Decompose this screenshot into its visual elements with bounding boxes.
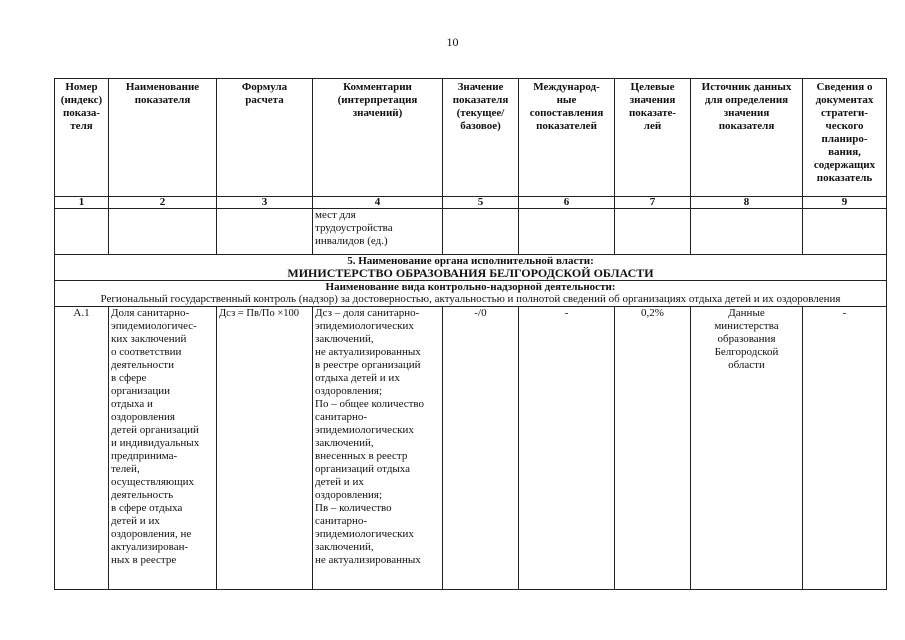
header-line: показа-	[62, 107, 101, 119]
header-line: теля	[70, 120, 93, 132]
header-line: Комментарии	[343, 81, 412, 93]
header-cell-comments	[313, 79, 443, 197]
control-title-cell	[55, 281, 887, 307]
header-line: (интерпретация	[337, 94, 418, 106]
continuation-row	[55, 209, 887, 255]
header-cell-target	[615, 79, 691, 197]
empty-cell	[691, 209, 803, 255]
empty-cell	[803, 209, 887, 255]
cell-line: оздоровления;	[315, 385, 383, 397]
empty-cell	[217, 209, 313, 255]
cell-line: Дсз – доля санитарно-	[315, 307, 420, 319]
section-title-cell	[55, 255, 887, 281]
header-line: содержащих	[813, 159, 876, 171]
indicator-target: 0,2%	[615, 307, 691, 590]
cell-line: эпидемиологических	[315, 424, 414, 436]
indicator-current-value: -/0	[443, 307, 519, 590]
header-line: для определения	[704, 94, 789, 106]
cell-line: детей и их	[315, 476, 364, 488]
column-number-row	[55, 197, 887, 209]
page-number: 10	[446, 35, 459, 49]
control-row	[55, 281, 887, 307]
header-line: ческого	[825, 120, 864, 132]
indicator-comment	[313, 307, 443, 590]
cell-line: образования	[717, 333, 776, 345]
column-number: 7	[615, 197, 691, 209]
indicator-index: А.1	[55, 307, 109, 590]
section-row	[55, 255, 887, 281]
header-line: показате-	[628, 107, 677, 119]
cell-line: Доля санитарно-	[111, 307, 190, 319]
empty-cell	[443, 209, 519, 255]
column-number: 3	[217, 197, 313, 209]
header-cell-source	[691, 79, 803, 197]
comment-line: мест для	[315, 209, 356, 221]
continuation-comment-cell	[313, 209, 443, 255]
header-line: показатель	[816, 172, 873, 184]
header-line: Наименование	[125, 81, 200, 93]
cell-line: деятельности	[111, 359, 174, 371]
column-number: 4	[313, 197, 443, 209]
cell-line: детей организаций	[111, 424, 199, 436]
cell-line: детей и их	[111, 515, 160, 527]
header-line: Целевые	[630, 81, 675, 93]
cell-line: не актуализированных	[315, 346, 421, 358]
column-number: 9	[803, 197, 887, 209]
header-line: вания,	[828, 146, 861, 158]
header-line: стратеги-	[820, 107, 869, 119]
header-cell-value	[443, 79, 519, 197]
column-number: 5	[443, 197, 519, 209]
indicator-formula: Дсз = Пв/По ×100	[217, 307, 313, 590]
control-type-name: Региональный государственный контроль (надзор) за достоверностью, актуальностью и полнотой сведений об организациях отдыха детей и их оздоровления	[100, 293, 841, 305]
empty-cell	[615, 209, 691, 255]
cell-line: заключений,	[315, 333, 374, 345]
cell-line: организаций отдыха	[315, 463, 411, 475]
section-label: 5. Наименование органа исполнительной власти:	[347, 255, 594, 267]
cell-line: эпидемиологических	[315, 528, 414, 540]
cell-line: министерства	[714, 320, 779, 332]
empty-cell	[519, 209, 615, 255]
header-line: лей	[643, 120, 662, 132]
cell-line: в реестре организаций	[315, 359, 421, 371]
header-line: планиро-	[821, 133, 868, 145]
cell-line: эпидемиологических	[315, 320, 414, 332]
cell-line: и индивидуальных	[111, 437, 200, 449]
cell-line: о соответствии	[111, 346, 182, 358]
header-line: значения	[629, 94, 676, 106]
cell-line: осуществляющих	[111, 476, 194, 488]
header-line: Формула	[241, 81, 288, 93]
header-line: Источник данных	[701, 81, 792, 93]
header-line: значения	[723, 107, 770, 119]
cell-line: в сфере отдыха	[111, 502, 183, 514]
cell-line: предпринима-	[111, 450, 178, 462]
comment-line: трудоустройства	[315, 222, 393, 234]
cell-line: отдыха детей и их	[315, 372, 400, 384]
cell-line: Пв – количество	[315, 502, 392, 514]
cell-line: санитарно-	[315, 411, 368, 423]
cell-line: оздоровления	[111, 411, 175, 423]
cell-line: телей,	[111, 463, 140, 475]
cell-line: организации	[111, 385, 171, 397]
cell-line: Данные	[728, 307, 765, 319]
cell-line: деятельность	[111, 489, 174, 501]
header-line: (индекс)	[60, 94, 103, 106]
cell-line: актуализирован-	[111, 541, 189, 553]
header-line: показателя	[134, 94, 191, 106]
header-cell-documents	[803, 79, 887, 197]
indicator-documents: -	[803, 307, 887, 590]
header-line: расчета	[245, 94, 284, 106]
cell-line: заключений,	[315, 437, 374, 449]
header-line: показателя	[452, 94, 509, 106]
column-number: 8	[691, 197, 803, 209]
header-line: Сведения о	[816, 81, 873, 93]
header-cell-index	[55, 79, 109, 197]
cell-line: отдыха и	[111, 398, 153, 410]
header-line: базовое)	[460, 120, 501, 132]
cell-line: внесенных в реестр	[315, 450, 408, 462]
cell-line: области	[728, 359, 765, 371]
header-line: (текущее/	[456, 107, 505, 119]
header-line: значений)	[352, 107, 403, 119]
header-line: Международ-	[533, 81, 600, 93]
column-number: 2	[109, 197, 217, 209]
header-line: Значение	[457, 81, 504, 93]
column-number: 1	[55, 197, 109, 209]
empty-cell	[109, 209, 217, 255]
cell-line: оздоровления;	[315, 489, 383, 501]
indicators-table	[54, 78, 887, 590]
header-line: документах	[815, 94, 874, 106]
cell-line: не актуализированных	[315, 554, 421, 566]
cell-line: ких заключений	[111, 333, 187, 345]
header-row	[55, 79, 887, 197]
column-number: 6	[519, 197, 615, 209]
control-label: Наименование вида контрольно-надзорной деятельности:	[325, 281, 616, 293]
cell-line: Белгородской	[714, 346, 779, 358]
header-cell-international	[519, 79, 615, 197]
header-cell-formula	[217, 79, 313, 197]
header-line: показателей	[536, 120, 597, 132]
header-cell-name	[109, 79, 217, 197]
cell-line: ных в реестре	[111, 554, 177, 566]
indicator-international: -	[519, 307, 615, 590]
cell-line: санитарно-	[315, 515, 368, 527]
header-line: показателя	[718, 120, 775, 132]
header-line: Номер	[65, 81, 98, 93]
cell-line: заключений,	[315, 541, 374, 553]
cell-line: в сфере	[111, 372, 147, 384]
cell-line: оздоровления, не	[111, 528, 192, 540]
header-line: сопоставления	[529, 107, 604, 119]
header-line: ные	[556, 94, 577, 106]
cell-line: По – общее количество	[315, 398, 425, 410]
indicator-name	[109, 307, 217, 590]
ministry-name: МИНИСТЕРСТВО ОБРАЗОВАНИЯ БЕЛГОРОДСКОЙ ОБЛАСТИ	[287, 266, 654, 280]
empty-cell	[55, 209, 109, 255]
comment-line: инвалидов (ед.)	[315, 235, 388, 247]
table-row	[55, 307, 887, 590]
cell-line: эпидемиологичес-	[111, 320, 197, 332]
indicator-source	[691, 307, 803, 590]
